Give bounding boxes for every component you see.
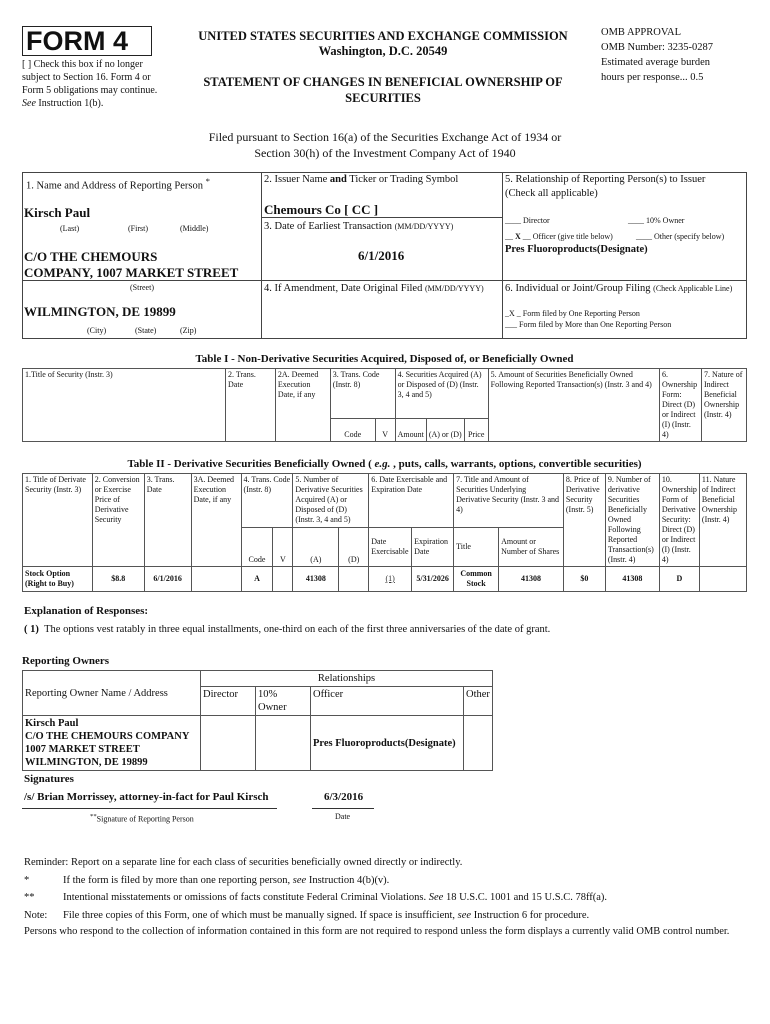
reporting-person-city: WILMINGTON, DE 19899 [24,304,176,319]
agency-title [178,29,588,59]
relationship-director: ____ Director [505,216,550,225]
owners-col-name: Reporting Owner Name / Address [23,671,201,716]
relationship-officer [505,232,613,241]
t2-col-nature: 11. Nature of Indirect Beneficial Ownership (Instr. 4) [699,474,746,567]
officer-checked-mark: X [515,232,521,241]
t2-sub-code: Code [241,527,273,566]
filed-line-2: Section 30(h) of the Investment Company Act of 1940 [254,146,516,160]
officer-label: __ Officer (give title below) [522,232,613,241]
t1-sub-price: Price [464,418,488,441]
t2-col-deemed-date: 3A. Deemed Execution Date, if any [191,474,241,567]
note-mark-3: Note: [24,909,48,921]
note-single-star [24,872,744,890]
owners-col-relationships: Relationships [201,671,493,687]
checkbox-note-see: See [22,98,36,109]
reporting-person-name: Kirsch Paul [24,205,91,220]
t2-col-trans-code: 4. Trans. Code (Instr. 8) [241,474,293,528]
box2-label-and: and [329,174,347,185]
date-caption: Date [335,812,351,821]
filed-pursuant [100,129,670,161]
t1-sub-code: Code [330,418,375,441]
signature-caption [90,813,194,824]
t2-sub-a: (A) [293,527,339,566]
note-double-star [24,889,744,907]
owner-director [201,716,256,771]
explanation-title: Explanation of Responses: [24,605,149,617]
t2-row-code: A [241,567,273,592]
signature: /s/ Brian Morrissey, attorney-in-fact for Paul Kirsch [24,791,269,803]
box5-label [505,173,705,201]
relationship-10pct: ____ 10% Owner [628,216,685,225]
box1-label-text: 1. Name and Address of Reporting Person [26,180,204,192]
t2-col-underlying: 7. Title and Amount of Securities Underlying Derivative Security (Instr. 3 and 4) [454,474,564,528]
t2-row-form: D [659,567,699,592]
filing-one-person: _X _ Form filed by One Reporting Person [505,309,640,318]
note-1-see: see [292,874,307,886]
t1-col-title: 1.Title of Security (Instr. 3) [23,369,226,442]
box6-check: (Check Applicable Line) [653,284,733,293]
t2-col-number-owned: 9. Number of derivative Securities Beneficially Owned Following Reported Transaction(s) (Instr. 4) [605,474,659,567]
reporting-owners-table [22,670,493,771]
owner-name: Kirsch Paul [25,718,79,729]
note-2-text-b: 18 U.S.C. 1001 and 15 U.S.C. 78ff(a). [443,892,608,903]
reminder-notes [24,854,744,939]
t2-row-disposed [339,567,369,592]
owner-address-3: WILMINGTON, DE 19899 [25,757,148,768]
earliest-transaction-date: 6/1/2016 [358,248,405,263]
owner-10pct [256,716,311,771]
table1-title: Table I - Non-Derivative Securities Acquired, Disposed of, or Beneficially Owned [195,353,574,365]
box3-label-text: 3. Date of Earliest Transaction [264,221,393,232]
issuer-name: Chemours Co [ CC ] [264,202,379,217]
box4-label [264,283,484,294]
note-3-text-b: Instruction 6 for procedure. [471,909,590,921]
omb-number: OMB Number: 3235-0287 [601,42,713,53]
t2-row-owned: 41308 [605,567,659,592]
table2-title-a: Table II - Derivative Securities Beneficially Owned ( [127,458,375,470]
statement-title [178,74,588,106]
footnote-1-text: The options vest ratably in three equal installments, one-third on each of the first three anniversaries of the date of grant. [44,624,551,635]
label-first: (First) [128,224,148,233]
t2-row-v [273,567,293,592]
box4-label-text: 4. If Amendment, Date Original Filed [264,283,423,294]
footnote-1-mark: ( 1) [24,624,39,635]
owner-officer: Pres Fluoroproducts(Designate) [311,716,464,771]
table2-title-b: , puts, calls, warrants, options, convertible securities) [390,458,642,470]
t2-col-price-derivative: 8. Price of Derivative Security (Instr. 5) [563,474,605,567]
t2-row-underlying-title: Common Stock [454,567,499,592]
owner-address-1: C/O THE CHEMOURS COMPANY [25,731,190,742]
label-last: (Last) [60,224,80,233]
t1-col-trans-code: 3. Trans. Code (Instr. 8) [330,369,395,419]
footnote-1 [24,624,550,635]
note-note [24,907,744,925]
t1-col-nature: 7. Nature of Indirect Beneficial Ownership (Instr. 4) [701,369,746,442]
t2-sub-amount: Amount or Number of Shares [499,527,564,566]
t2-col-exercisable-expiration: 6. Date Exercisable and Expiration Date [369,474,454,528]
t1-col-acquired-disposed: 4. Securities Acquired (A) or Disposed of (D) (Instr. 3, 4 and 5) [395,369,488,419]
t2-row-expiration: 5/31/2026 [412,567,454,592]
t2-sub-d: (D) [339,527,369,566]
box1-label-mark: * [205,176,211,186]
table-row [23,716,493,771]
table2-title-eg: e.g. [374,458,391,470]
owners-col-other: Other [464,687,493,716]
filing-multiple: ___ Form filed by More than One Reporting Person [505,320,672,329]
officer-title: Pres Fluoroproducts(Designate) [505,244,648,255]
t1-sub-a-or-d: (A) or (D) [426,418,464,441]
table2-title [22,458,747,470]
box3-format: (MM/DD/YYYY) [394,222,454,231]
omb-title: OMB APPROVAL [601,27,682,38]
note-1-text-a: If the form is filed by more than one reporting person, [63,874,293,886]
statement-line-1: STATEMENT OF CHANGES IN BENEFICIAL OWNERSHIP OF [203,75,563,89]
note-mark-1: * [24,874,30,886]
statement-line-2: SECURITIES [345,91,421,105]
label-city: (City) [87,326,107,335]
reminder-line: Reminder: Report on a separate line for each class of securities beneficially owned directly or indirectly. [24,857,463,868]
checkbox-note-tail: Instruction 1(b). [35,98,104,109]
t2-row-price: $8.8 [92,567,144,592]
note-mark-2: ** [24,892,35,903]
t2-row-date: 6/1/2016 [144,567,191,592]
owners-col-10pct: 10% Owner [256,687,311,716]
box6-label-text: 6. Individual or Joint/Group Filing [505,283,651,294]
t2-col-trans-date: 3. Trans. Date [144,474,191,567]
t2-col-conversion-price: 2. Conversion or Exercise Price of Derivative Security [92,474,144,567]
section16-checkbox-note [22,58,172,110]
box3-label [264,221,453,232]
t2-sub-expiration: Expiration Date [412,527,454,566]
relationship-other: ____ Other (specify below) [636,232,725,241]
note-3-see: see [457,909,472,921]
filed-line-1: Filed pursuant to Section 16(a) of the Securities Exchange Act of 1934 or [208,130,562,144]
date-line [312,808,374,809]
owner-address-2: 1007 MARKET STREET [25,744,140,755]
owner-other [464,716,493,771]
t2-row-exercisable-footnote[interactable]: (1) [369,567,412,592]
t1-col-amount-owned: 5. Amount of Securities Beneficially Owned Following Reported Transaction(s) (Instr. 3 and 4) [488,369,659,442]
t1-sub-v: V [375,418,395,441]
reporting-person-street [24,249,238,281]
checkbox-note-text: [ ] Check this box if no longer subject to Section 16. Form 4 or Form 5 obligations may continue. [22,59,158,96]
form-title: FORM 4 [22,26,152,56]
note-2-text-a: Intentional misstatements or omissions of facts constitute Federal Criminal Violations. [63,892,429,903]
box1-label [26,176,210,192]
box2-label-b: Ticker or Trading Symbol [346,174,459,185]
signature-date: 6/3/2016 [324,791,364,803]
note-1-text-b: Instruction 4(b)(v). [306,874,390,886]
omb-burden-1: Estimated average burden [601,57,711,68]
omb-approval [601,25,761,85]
t2-row-acquired: 41308 [293,567,339,592]
table-row [23,567,747,592]
t1-col-ownership-form: 6. Ownership Form: Direct (D) or Indirect (I) (Instr. 4) [659,369,701,442]
t2-col-ownership-form: 10. Ownership Form of Derivative Security: Direct (D) or Indirect (I) (Instr. 4) [659,474,699,567]
t2-row-nature [699,567,746,592]
street-line-2: COMPANY, 1007 MARKET STREET [24,265,239,280]
agency-name: UNITED STATES SECURITIES AND EXCHANGE COMMISSION [198,29,568,43]
box4-format: (MM/DD/YYYY) [424,284,484,293]
owners-col-director: Director [201,687,256,716]
signature-caption-mark: ** [90,813,97,820]
table2-derivative [22,473,747,592]
t1-col-deemed-date: 2A. Deemed Execution Date, if any [275,369,330,442]
note-2-see: See [428,892,444,903]
t2-col-title: 1. Title of Derivate Security (Instr. 3) [23,474,93,567]
signature-caption-text: Signature of Reporting Person [96,814,194,824]
label-middle: (Middle) [180,224,209,233]
signatures-title: Signatures [24,773,74,785]
t2-sub-exercisable: Date Exercisable [369,527,412,566]
box6-label [505,283,732,294]
t2-row-shares: 41308 [499,567,564,592]
signature-line [22,808,277,809]
box5-label-2: (Check all applicable) [505,188,598,199]
officer-prefix: __ [505,232,513,241]
t2-sub-title: Title [454,527,499,566]
omb-control-note: Persons who respond to the collection of information contained in this form are not required to respond unless the form displays a currently valid OMB control number. [24,926,730,937]
owners-col-officer: Officer [311,687,464,716]
note-3-text-a: File three copies of this Form, one of which must be manually signed. If space is insufficient, [63,909,458,921]
t1-col-trans-date: 2. Trans. Date [226,369,276,442]
t1-sub-amount: Amount [395,418,426,441]
t2-row-deemed [191,567,241,592]
box2-label [264,174,458,185]
reporting-owners-title: Reporting Owners [22,655,110,667]
t2-row-deriv-price: $0 [563,567,605,592]
owner-name-address [23,716,201,771]
label-state: (State) [135,326,157,335]
t2-row-security: Stock Option (Right to Buy) [23,567,93,592]
street-line-1: C/O THE CHEMOURS [24,249,158,264]
agency-address: Washington, D.C. 20549 [318,44,448,58]
box2-label-a: 2. Issuer Name [264,174,330,185]
label-street: (Street) [130,283,154,292]
omb-burden-2: hours per response... 0.5 [601,72,704,83]
box5-label-1: 5. Relationship of Reporting Person(s) to Issuer [505,174,706,185]
table1-non-derivative [22,368,747,442]
t2-col-number-derivative: 5. Number of Derivative Securities Acquired (A) or Disposed of (D) (Instr. 3, 4 and 5) [293,474,369,528]
label-zip: (Zip) [180,326,197,335]
t2-sub-v: V [273,527,293,566]
